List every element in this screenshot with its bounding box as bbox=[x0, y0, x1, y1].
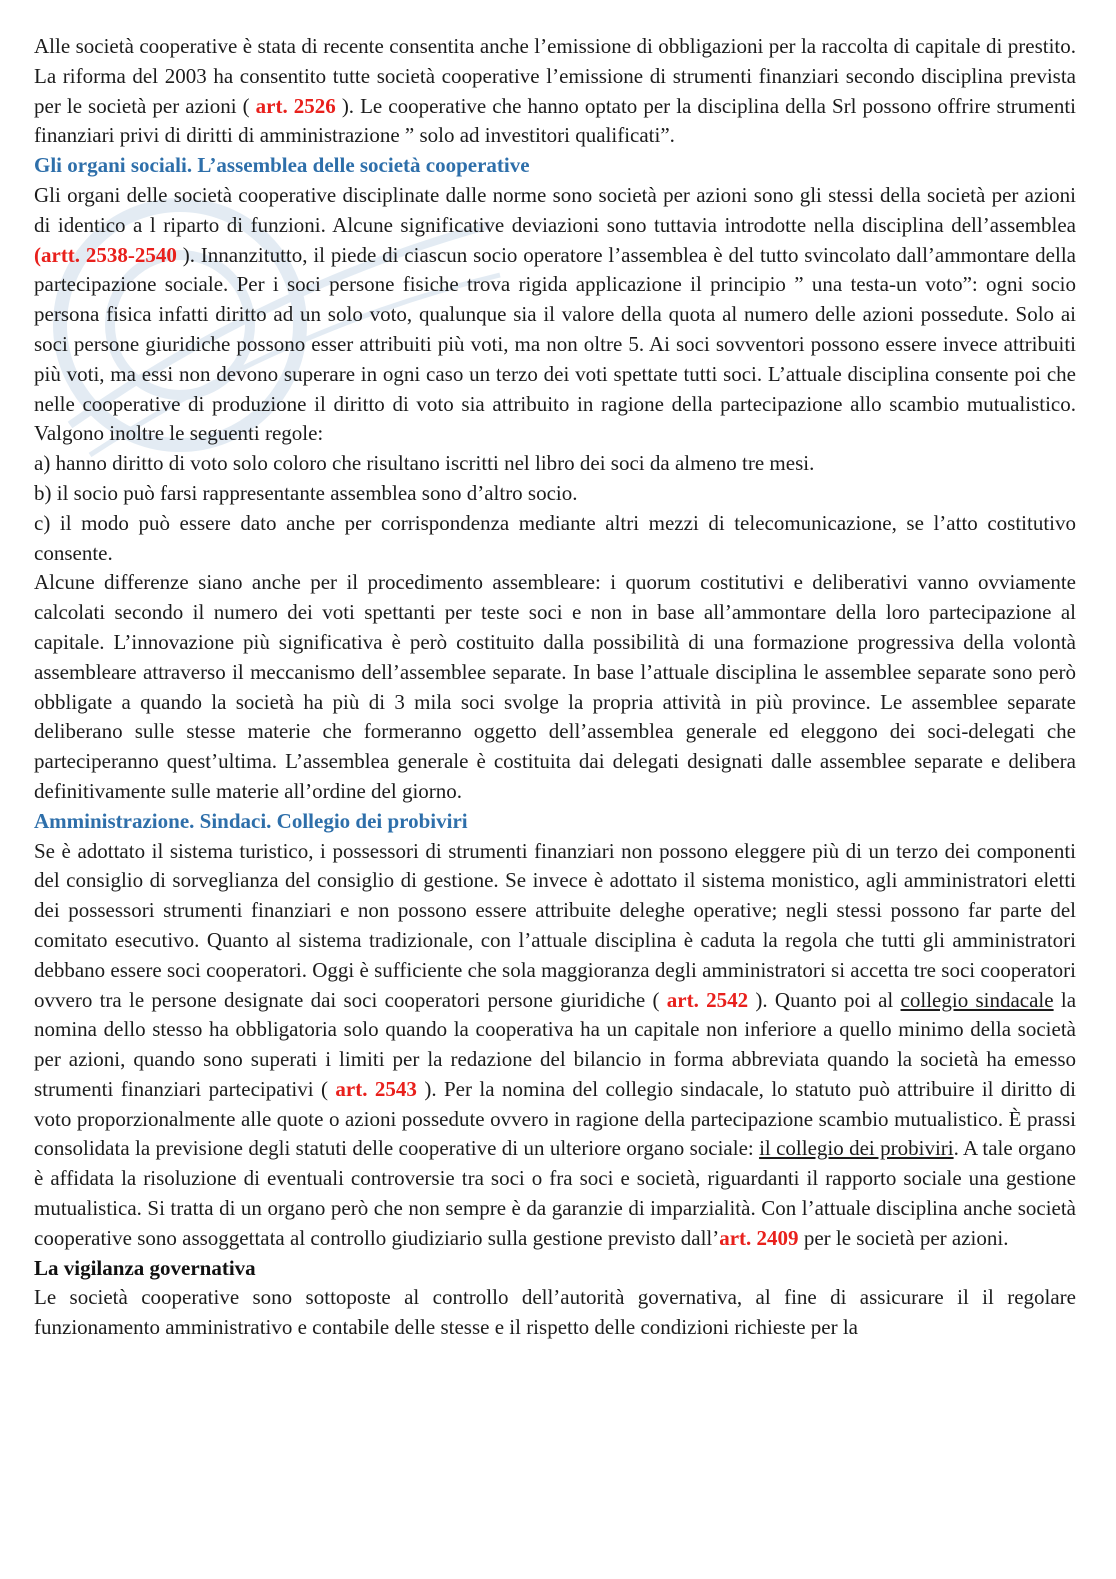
collegio-probiviri-link[interactable]: il collegio dei probiviri bbox=[759, 1136, 954, 1161]
section-heading-vigilanza: La vigilanza governativa bbox=[34, 1255, 256, 1280]
article-reference: art. 2526 bbox=[255, 93, 336, 118]
section-heading-organi-sociali: Gli organi sociali. L’assemblea delle società cooperative bbox=[34, 153, 530, 178]
section-heading-amministrazione: Amministrazione. Sindaci. Collegio dei probiviri bbox=[34, 808, 468, 833]
amministrazione-paragraph: Se è adottato il sistema turistico, i possessori di strumenti finanziari non possono eleggere più di un terzo dei componenti del consiglio di sorveglianza del consiglio di gestione. Se invece è adottato il sistema monistico, agli amministratori eletti dei possessori strumenti finanziari e non possono essere attribuite deleghe operative; negli stessi possono far parte del comitato esecutivo. Quanto al sistema tradizionale, con l’attuale disciplina è caduta la regola che tutti gli amministratori debbano essere soci cooperatori. Oggi è sufficiente che sola maggioranza degli amministratori si accetta tre soci cooperatori ovvero tra le persone designate dai soci cooperatori persone giuridiche ( art. 2542 ). Quanto poi al collegio sindacale la nomina dello stesso ha obbligatoria solo quando la cooperativa ha un capitale non inferiore a quello minimo della società per azioni, quando sono superati i limiti per la redazione del bilancio in forma abbreviata quando la società ha emesso strumenti finanziari partecipativi ( art. 2543 ). Per la nomina del collegio sindacale, lo statuto può attribuire il diritto di voto proporzionalmente alle quote o azioni possedute ovvero in ragione della partecipazione scambio mutualistico. È prassi consolidata la previsione degli statuti delle cooperative di un ulteriore organo sociale: il collegio dei probiviri. A tale organo è affidata la risoluzione di eventuali controversie tra soci o fra soci e società, riguardanti il rapporto sociale una gestione mutualistica. Si tratta di un organo però che non sempre è da garanzie di imparzialità. Con l’attuale disciplina anche società cooperative sono assoggettata al controllo giudiziario sulla gestione previsto dall’art. 2409 per le società per azioni. bbox=[34, 838, 1077, 1250]
article-reference: art. 2542 bbox=[666, 987, 749, 1012]
document-page bbox=[34, 32, 1076, 1343]
article-reference: art. 2409 bbox=[719, 1225, 799, 1250]
vigilanza-paragraph: Le società cooperative sono sottoposte al controllo dell’autorità governativa, al fine di assicurare il il regolare funzionamento amministrativo e contabile delle stesse e il rispetto delle condizioni richieste per la bbox=[34, 1285, 1076, 1340]
list-item-c: c) il modo può essere dato anche per corrispondenza mediante altri mezzi di telecomunicazione, se l’atto costitutivo consente. bbox=[34, 510, 1076, 565]
assemblea-paragraph: Gli organi delle società cooperative disciplinate dalle norme sono società per azioni sono gli stessi della società per azioni di identico a l riparto di funzioni. Alcune significative deviazioni sono tuttavia introdotte nella disciplina dell’assemblea (artt. 2538-2540 ). Innanzitutto, il piede di ciascun socio operatore l’assemblea è del tutto svincolato dall’ammontare della partecipazione sociale. Per i soci persone fisiche trova rigida applicazione il principio ” una testa-un voto”: ogni socio persona fisica infatti diritto ad un solo voto, qualunque sia il valore della quota al numero delle azioni possedute. Solo ai soci persone giuridiche possono esser attribuiti più voti, ma non oltre 5. Ai soci sovventori possono essere invece attribuiti più voti, ma essi non devono superare in ogni caso un terzo dei voti spettate tutti soci. L’attuale disciplina consente poi che nelle cooperative di produzione il diritto di voto sia attribuito in ragione della partecipazione allo scambio mutualistico. Valgono inoltre le seguenti regole: bbox=[34, 182, 1076, 446]
list-item-b: b) il socio può farsi rappresentante assemblea sono d’altro socio. bbox=[34, 480, 578, 505]
procedimento-paragraph: Alcune differenze siano anche per il procedimento assembleare: i quorum costitutivi e deliberativi vanno ovviamente calcolati secondo il numero dei voti spettanti per teste soci e non in base all’ammontare della loro partecipazione al capitale. L’innovazione più significativa è però costituito dalla possibilità di una formazione progressiva della volontà assembleare attraverso il meccanismo dell’assemblee separate. In base l’attuale disciplina le assemblee separate sono però obbligate a quando la società ha più di 3 mila soci svolge la propria attività in più province. Le assemblee separate deliberano sulle stesse materie che formeranno oggetto dell’assemblea generale ed eleggono dei soci-delegati che parteciperanno quest’ultima. L’assemblea generale è costituita dai delegati designati dalle assemblee separate e delibera definitivamente sulle materie all’ordine del giorno. bbox=[34, 570, 1076, 803]
collegio-sindacale-link[interactable]: collegio sindacale bbox=[900, 987, 1054, 1012]
article-reference: art. 2543 bbox=[335, 1076, 417, 1101]
list-item-a: a) hanno diritto di voto solo coloro che risultano iscritti nel libro dei soci da almeno tre mesi. bbox=[34, 451, 815, 476]
intro-paragraph: Alle società cooperative è stata di recente consentita anche l’emissione di obbligazioni per la raccolta di capitale di prestito. La riforma del 2003 ha consentito tutte società cooperative l’emissione di strumenti finanziari secondo disciplina prevista per le società per azioni ( art. 2526 ). Le cooperative che hanno optato per la disciplina della Srl possono offrire strumenti finanziari privi di diritti di amministrazione ” solo ad investitori qualificati”. bbox=[34, 34, 1076, 148]
article-reference: (artt. 2538-2540 bbox=[34, 242, 177, 267]
